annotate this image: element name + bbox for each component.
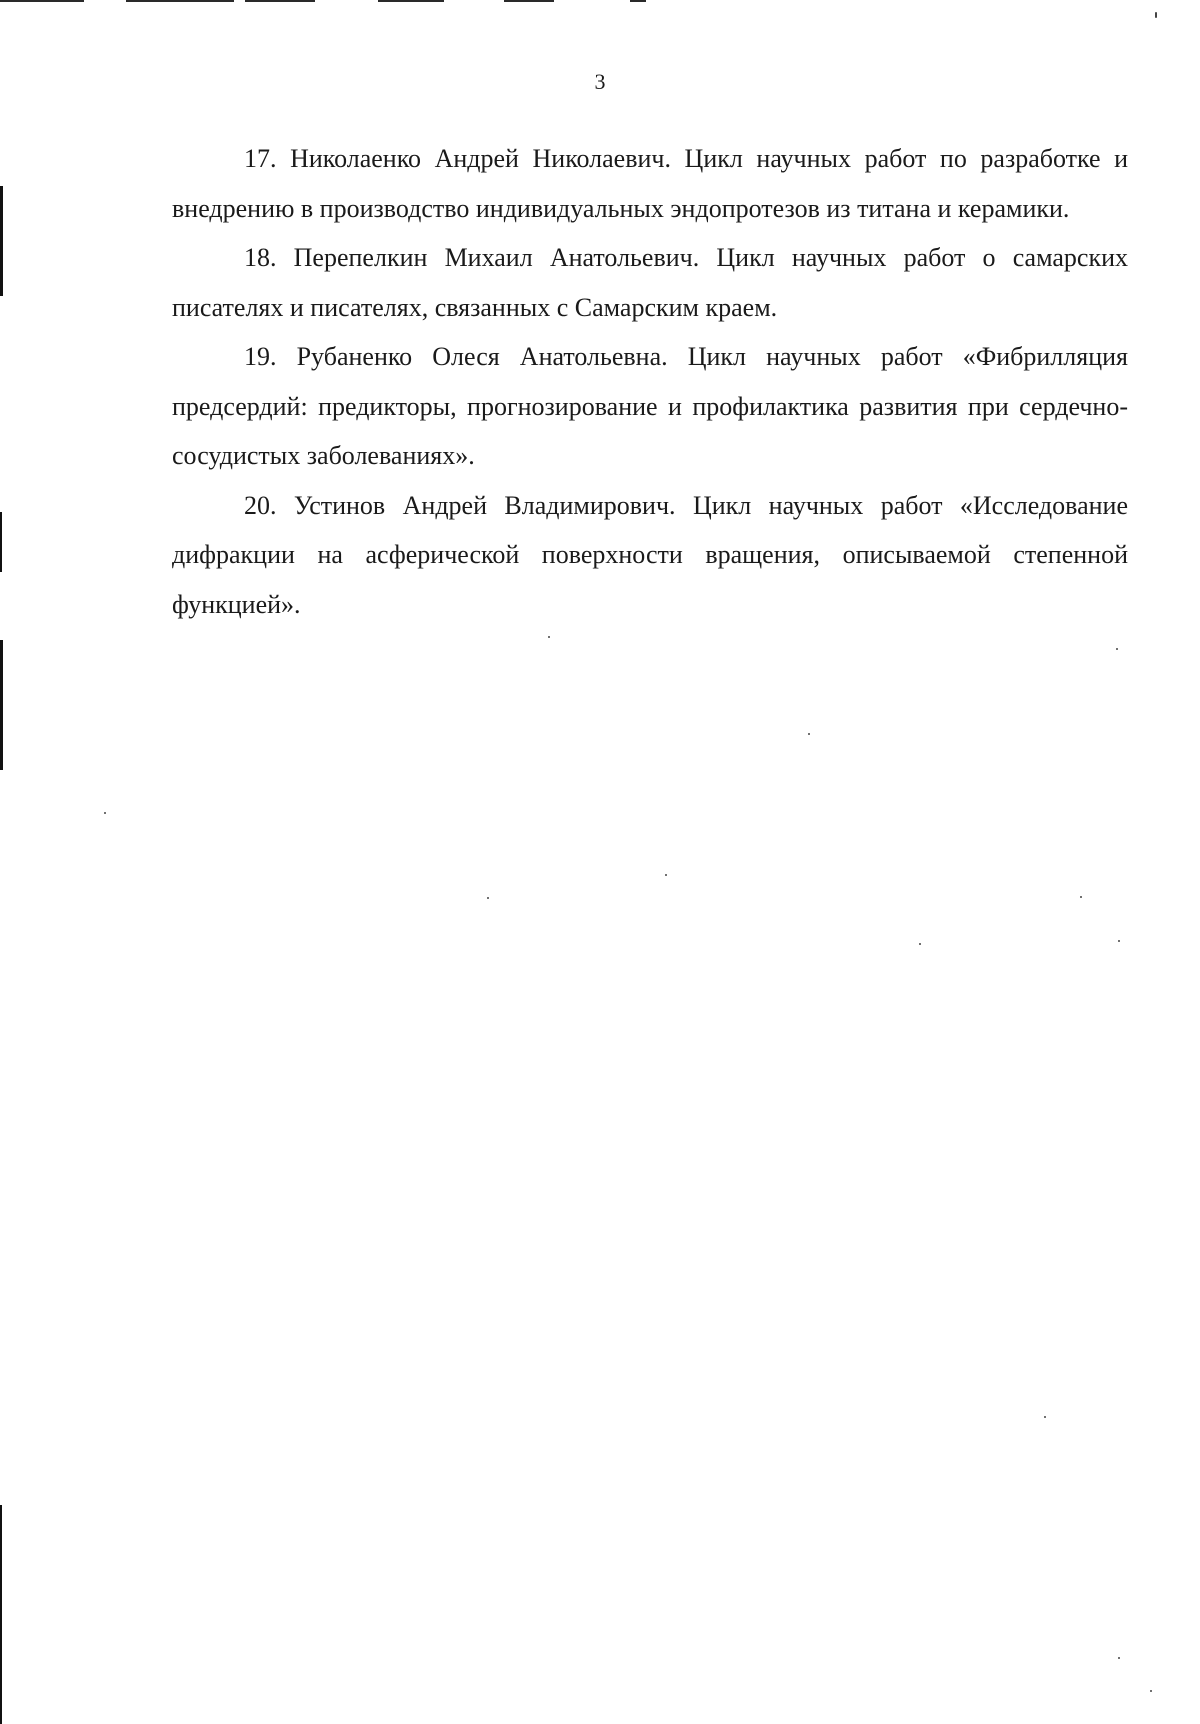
scan-artifact-top-line: [504, 0, 554, 2]
scan-artifact-top-line: [0, 0, 84, 2]
scan-speck: [919, 943, 921, 945]
scan-speck: [104, 812, 106, 814]
scan-speck: [1155, 12, 1157, 18]
list-item: 18. Перепелкин Михаил Анатольевич. Цикл научных работ о самарских писателях и писателях, связанных с Самарским краем.: [172, 243, 1128, 322]
list-item: 19. Рубаненко Олеся Анатольевна. Цикл научных работ «Фибрилляция предсердий: предикторы, прогнозирование и профилактика развития при сердечно-сосудистых заболеваниях».: [172, 342, 1128, 470]
scan-speck: [1118, 940, 1120, 942]
list-item: 17. Николаенко Андрей Николаевич. Цикл научных работ по разработке и внедрению в производство индивидуальных эндопротезов из титана и керамики.: [172, 144, 1128, 223]
scan-artifact-top-line: [630, 0, 646, 2]
scan-speck: [1150, 1690, 1152, 1692]
list-item: 20. Устинов Андрей Владимирович. Цикл научных работ «Исследование дифракции на асферической поверхности вращения, описываемой степенной функцией».: [172, 490, 1128, 619]
scan-speck: [487, 897, 489, 899]
scan-speck: [1116, 648, 1118, 650]
scan-artifact-left-edge: [0, 512, 2, 572]
scan-artifact-top-line: [126, 0, 234, 2]
scan-speck: [1044, 1416, 1046, 1418]
document-body: [172, 134, 1128, 629]
scan-speck: [548, 636, 550, 638]
scan-artifact-left-edge: [0, 1505, 2, 1724]
page-number: 3: [594, 69, 606, 94]
scan-speck: [808, 733, 810, 735]
scan-artifact-left-edge: [0, 186, 3, 296]
scan-artifact-left-edge: [0, 640, 3, 770]
scan-speck: [665, 874, 667, 876]
scan-speck: [1118, 1657, 1120, 1659]
scan-artifact-top-line: [378, 0, 444, 2]
scan-speck: [1080, 896, 1082, 898]
scan-artifact-top-line: [245, 0, 315, 2]
